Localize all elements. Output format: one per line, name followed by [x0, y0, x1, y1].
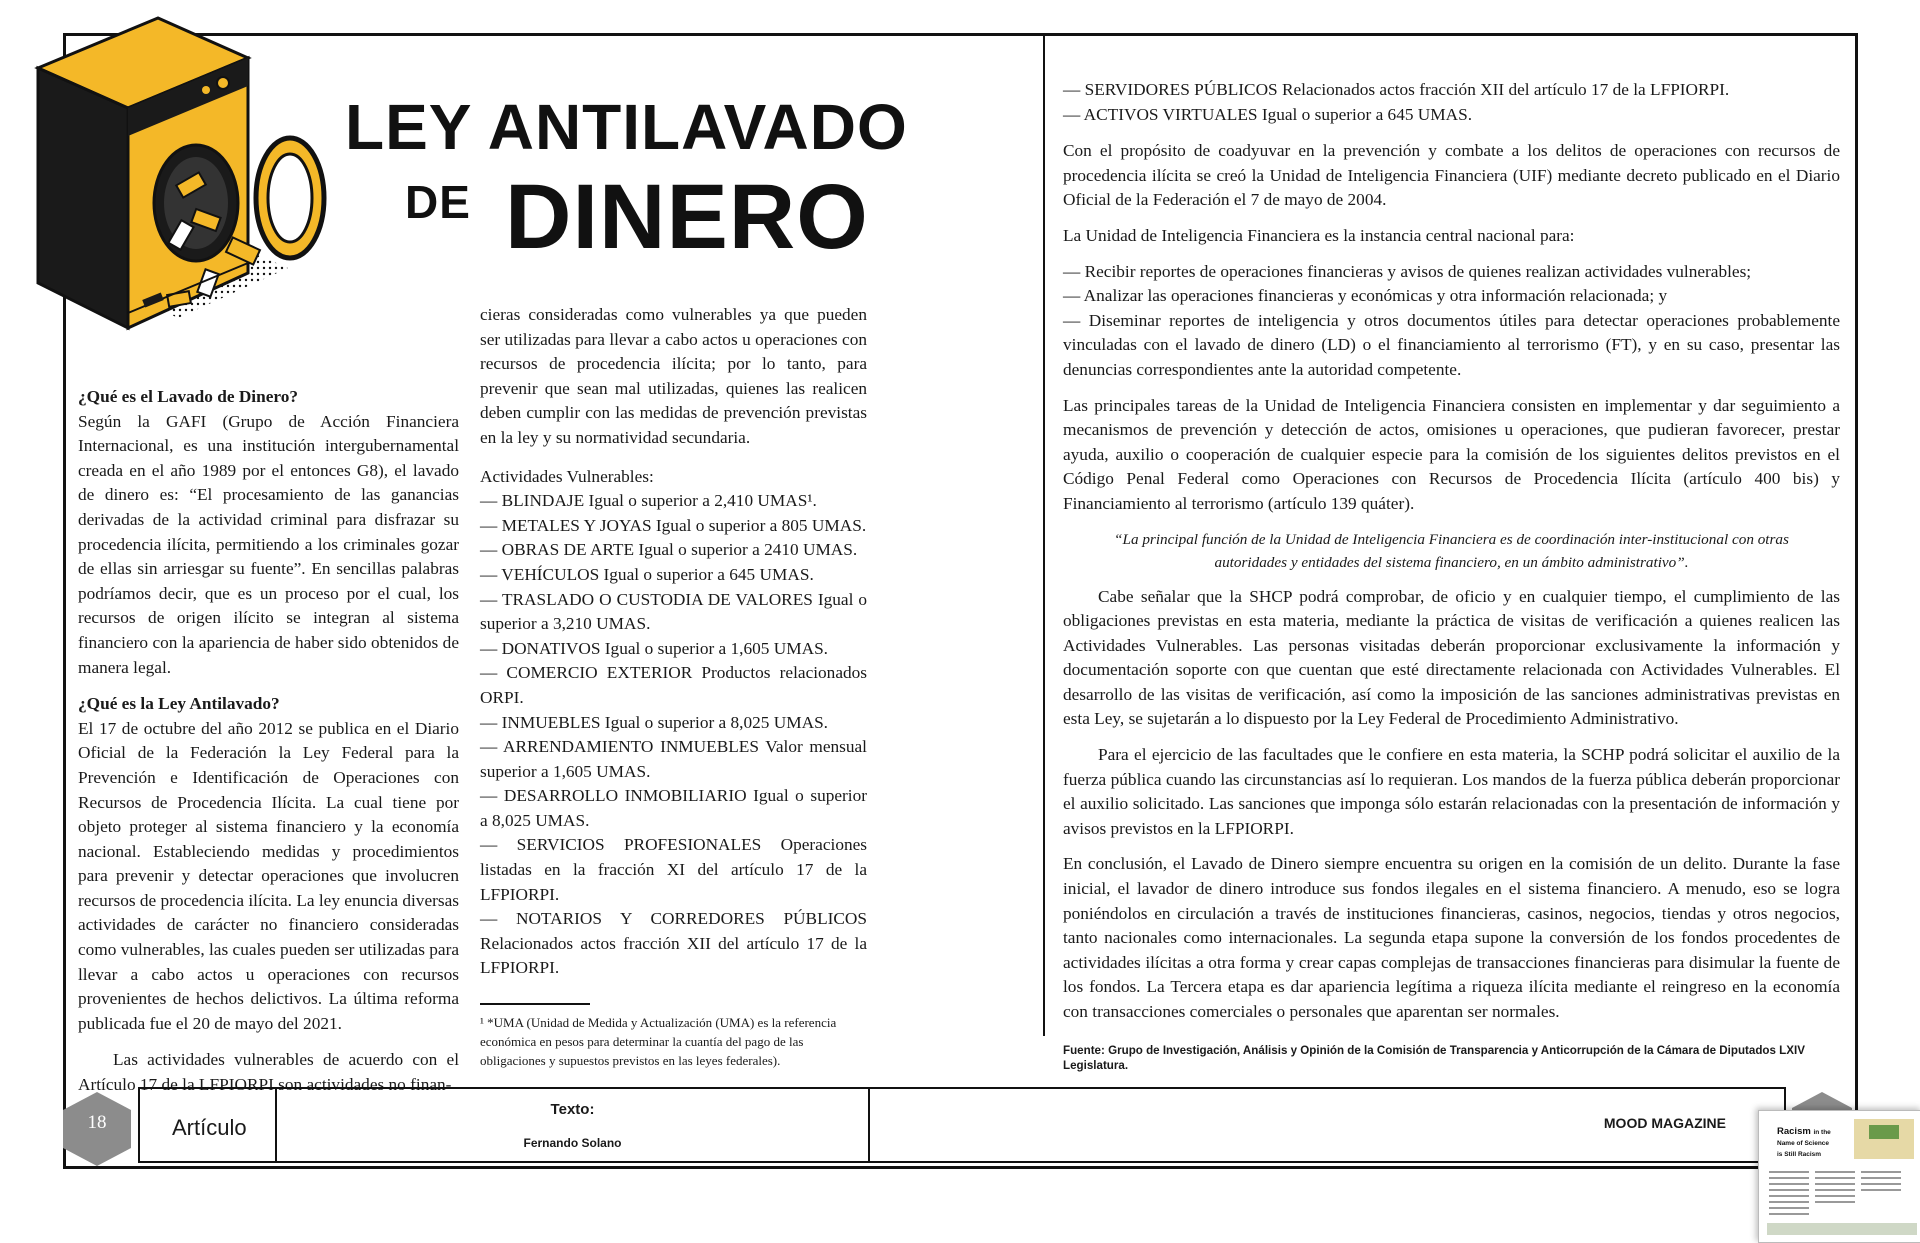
next-page-thumbnail[interactable] [1758, 1110, 1920, 1243]
pull-quote: “La principal función de la Unidad de Inteligencia Financiera es de coordinación inter-institucional con otras autoridades y entidades del sistema financiero, en un ámbito administrativo”. [1114, 530, 1789, 571]
list-item: — DESARROLLO INMOBILIARIO Igual o superior a 8,025 UMAS. [480, 786, 867, 830]
paragraph: cieras consideradas como vulnerables ya que pueden ser utilizadas para llevar a cabo actos u operaciones con recursos de procedencia ilícita; por lo tanto, para prevenir que sean mal utilizadas, quienes las realicen deben cumplir con las medidas de prevención previstas en la ley y su normatividad secundaria. [480, 305, 867, 447]
title-line-1: LEY ANTILAVADO [345, 91, 908, 163]
list-item: — NOTARIOS Y CORREDORES PÚBLICOS Relacionados actos fracción XII del artículo 17 de la LFPIORPI. [480, 909, 867, 978]
paragraph: Para el ejercicio de las facultades que le confiere en esta materia, la SCHP podrá solicitar el auxilio de la fuerza pública cuando las circunstancias así lo requieran. Los mandos de la fuerza pública deberán proporcionar el auxilio solicitado. Las sanciones que imponga sólo estarán relacionadas con la presentación de información y avisos previstos en la LFPIORPI. [1063, 745, 1840, 838]
list-item: — Analizar las operaciones financieras y económicas y otra información relacionada; y [1063, 286, 1668, 306]
paragraph: Cabe señalar que la SHCP podrá comprobar, de oficio y en cualquier tiempo, el cumplimiento de las obligaciones previstas en esta materia, mediante la práctica de visitas de verificación a quienes realicen las Actividades Vulnerables. Las personas visitadas deberán proporcionar exclusivamente la información y documentación soporte con que cuentan que esté directamente relacionada con Actividades Vulnerables. El desarrollo de las visitas de verificación, así como la imposición de las sanciones administrativas previstas en esta Ley, se sujetarán a lo dispuesto por la Ley Federal de Procedimiento Administrativo. [1063, 586, 1840, 729]
title-line-2-small: DE [405, 176, 471, 228]
paragraph: Según la GAFI (Grupo de Acción Financiera Internacional, es una institución intergubernamental creada en el año 1989 por el entonces G8), el lavado de dinero es: “El procesamiento de las ganancias derivadas de la actividad criminal para disfrazar su procedencia ilícita, permitiendo a los criminales gozar de ellas sin arriesgar su fuente”. En sencillas palabras podríamos decir, que es un proceso por el cual, los recursos de origen ilícito se integran al sistema financiero con la apariencia de haber sido obtenidos de manera legal. [78, 411, 459, 677]
footer-section-cell [140, 1089, 277, 1161]
list-item: — DONATIVOS Igual o superior a 1,605 UMAS. [480, 638, 828, 658]
paragraph: En conclusión, el Lavado de Dinero siempre encuentra su origen en la comisión de un delito. Durante la fase inicial, el lavador de dinero introduce sus fondos ilegales en el sistema financiero. A menudo, eso se logra poniéndolos en circulación a través de instituciones financieras, casinos, negocios, tiendas y otros negocios, tanto nacionales como internacionales. La segunda etapa supone la conversión de los fondos procedentes de actividades ilícitas a otra forma y crear capas complejas de transacciones financieras para disimular la fuente de los fondos. La Tercera etapa es dar apariencia legítima a riqueza ilícita mediante el reingreso en la economía con transacciones comerciales o personales que aparentan ser normales. [1063, 854, 1840, 1021]
title-line-2-big: DINERO [505, 166, 869, 268]
list-item: — SERVICIOS PROFESIONALES Operaciones listadas en la fracción XI del artículo 17 de la LFPIORPI. [480, 835, 867, 904]
list-item: — OBRAS DE ARTE Igual o superior a 2410 UMAS. [480, 540, 858, 560]
list-item: — METALES Y JOYAS Igual o superior a 805 UMAS. [480, 515, 867, 535]
list-item: — Diseminar reportes de inteligencia y otros documentos útiles para detectar operaciones probablemente vinculadas con el lavado de dinero (LD) o el financiamiento al terrorismo (FT), y en su caso, presentar las denuncias correspondientes ante la autoridad competente. [1063, 310, 1840, 379]
washing-machine-illustration [28, 8, 348, 353]
thumbnail-graphics [1759, 1111, 1920, 1242]
section-label: Artículo [172, 1115, 247, 1140]
magazine-name: MOOD MAGAZINE [1603, 1115, 1726, 1131]
list-item: — ARRENDAMIENTO INMUEBLES Valor mensual superior a 1,605 UMAS. [480, 737, 867, 781]
thumbnail-title: Racism in the Name of Science is Still Racism [1777, 1126, 1831, 1158]
footer-author-cell [277, 1089, 870, 1161]
footnote: ¹ *UMA (Unidad de Medida y Actualización (UMA) es la referencia económica en pesos para determinar la cuantía del pago de las obligaciones y supuestos previstos en las leyes federales). [480, 1015, 837, 1069]
list-title: Actividades Vulnerables: [480, 466, 654, 486]
heading-what-is-laundering: ¿Qué es el Lavado de Dinero? [78, 387, 299, 406]
list-item: — Recibir reportes de operaciones financieras y avisos de quienes realizan actividades vulnerables; [1063, 261, 1752, 281]
text-label: Texto: [550, 1101, 595, 1118]
list-item: — ACTIVOS VIRTUALES Igual o superior a 645 UMAS. [1063, 104, 1473, 124]
paragraph: Las actividades vulnerables de acuerdo con el Artículo 17 de la LFPIORPI son actividades no finan- [78, 1050, 459, 1095]
paragraph: La Unidad de Inteligencia Financiera es la instancia central nacional para: [1063, 225, 1575, 245]
paragraph: Con el propósito de coadyuvar en la prevención y combate a los delitos de operaciones con recursos de procedencia ilícita se creó la Unidad de Inteligencia Financiera (UIF) mediante decreto publicado en el Diario Oficial de la Federación el 7 de mayo de 2004. [1063, 141, 1840, 210]
column-2 [480, 303, 867, 1070]
list-item: — BLINDAJE Igual o superior a 2,410 UMAS¹. [480, 491, 817, 511]
column-3 [1063, 78, 1840, 1036]
list-item: — INMUEBLES Igual o superior a 8,025 UMAS. [480, 712, 828, 732]
column-divider [1043, 36, 1045, 1036]
page-number: 18 [87, 1112, 107, 1133]
paragraph: El 17 de octubre del año 2012 se publica en el Diario Oficial de la Federación la Ley Federal para la Prevención e Identificación de Operaciones con Recursos de Procedencia Ilícita. La cual tiene por objeto proteger al sistema financiero y la economía nacional. Estableciendo medidas y procedimientos para prevenir y detectar operaciones que involucren recursos de procedencia ilícita. La ley enuncia diversas actividades de carácter no financiero consideradas como vulnerables, las cuales pueden ser utilizadas para llevar a cabo actos u operaciones con recursos provenientes de hechos delictivos. La última reforma publicada fue el 20 de mayo del 2021. [78, 718, 459, 1033]
list-item: — COMERCIO EXTERIOR Productos relacionados ORPI. [480, 663, 867, 707]
list-item: — VEHÍCULOS Igual o superior a 645 UMAS. [480, 564, 814, 584]
heading-what-is-law: ¿Qué es la Ley Antilavado? [78, 694, 280, 714]
source-note: Fuente: Grupo de Investigación, Análisis y Opinión de la Comisión de Transparencia y Anticorrupción de la Cámara de Diputados LXIV Legislatura. [1063, 1044, 1805, 1072]
author-name: Fernando Solano [523, 1136, 622, 1150]
footer-bar [138, 1087, 1786, 1163]
footnote-rule [480, 1003, 590, 1005]
list-item: — SERVIDORES PÚBLICOS Relacionados actos fracción XII del artículo 17 de la LFPIORPI. [1063, 80, 1730, 99]
column-1 [78, 385, 459, 1110]
paragraph: Las principales tareas de la Unidad de Inteligencia Financiera consisten en implementar y dar seguimiento a mecanismos de prevención y detección de actos, omisiones u operaciones, que pudieran favorecer, prestar ayuda, auxilio o cooperación de cualquier especie para la comisión de los siguientes delitos previstos en el Código Penal Federal como Operaciones con Recursos de Procedencia Ilícita (artículo 400 bis) y Financiamiento al terrorismo (artículo 139 quáter). [1063, 395, 1840, 513]
list-item: — TRASLADO O CUSTODIA DE VALORES Igual o superior a 3,210 UMAS. [480, 589, 867, 634]
